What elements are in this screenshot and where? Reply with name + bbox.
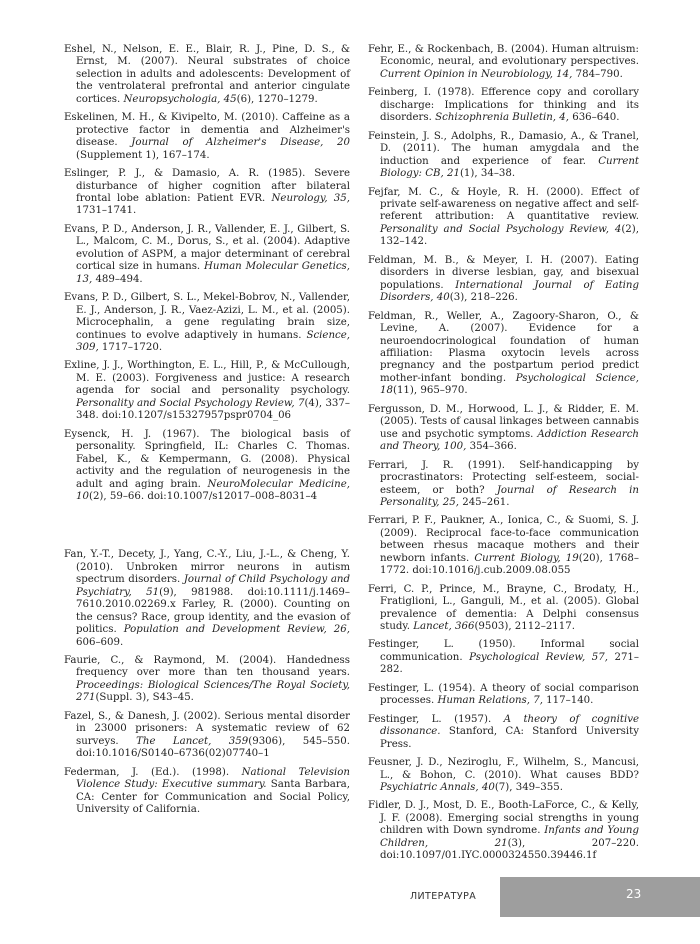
reference-text: Fazel, S., & Danesh, J. (2002). Serious mental disorder in 23000 prisoners: A systematic review of 62 surveys. bbox=[64, 710, 350, 747]
reference-text: Ferrari, J. R. (1991). Self-handicapping by procrastinators: Protecting self-esteem, social- esteem, or both? bbox=[368, 459, 639, 496]
reference-source: Proceedings: Biological Sciences/The Royal Society, 271 bbox=[76, 679, 350, 704]
reference-text: 354–366. bbox=[466, 441, 517, 453]
reference-source: Journal of Research in Personality, 25, bbox=[380, 484, 639, 508]
reference-text: Evans, P. D., Anderson, J. R., Vallender, E. J., Gilbert, S. L., Malcom, C. M., Dorus, S., et al. (2004). Adaptive evolution of ASPM, a major determinant of cerebral cortical size in humans. bbox=[64, 223, 350, 273]
reference-source: NeuroMolecular Medicine, 10 bbox=[76, 478, 350, 502]
reference-source: Population and Development Review, 26, bbox=[123, 624, 350, 636]
page-number: 23 bbox=[626, 887, 642, 901]
reference-text: (3), 218–226. bbox=[449, 292, 518, 304]
reference-source: Psychological Science, 18 bbox=[380, 372, 639, 397]
reference-text: Feinstein, J. S., Adolphs, R., Damasio, A., & Tranel, D. (2011). The human amygdala and the induction and experience of fear. bbox=[368, 130, 639, 167]
reference-text: (11), 965–970. bbox=[392, 385, 468, 397]
reference-entry bbox=[64, 767, 350, 817]
reference-entry bbox=[64, 224, 350, 286]
reference-source: Science, 309, bbox=[76, 329, 350, 353]
reference-source: Journal of Child Psychology and Psychiatry, 51 bbox=[76, 574, 350, 598]
reference-text: Ferrari, P. F., Paukner, A., Ionica, C., & Suomi, S. J. (2009). Reciprocal face-to-face communication between rhesus macaque mothers and their newborn infants. bbox=[368, 515, 639, 564]
references-right-column bbox=[368, 44, 639, 869]
reference-entry bbox=[64, 168, 350, 218]
reference-text: (3), 207–220. doi:10.1097/01.IYC.0000324550.39446.1f bbox=[380, 837, 639, 862]
reference-entry bbox=[368, 639, 639, 676]
reference-source: International Journal of Eating Disorders, 40 bbox=[380, 279, 640, 304]
reference-entry bbox=[64, 44, 350, 106]
reference-text: Stanford, CA: Stanford University Press. bbox=[380, 726, 639, 750]
reference-text: Eslinger, P. J., & Damasio, A. R. (1985). Severe disturbance of higher cognition after bilateral frontal lobe ablation: Patient EVR. bbox=[64, 168, 350, 204]
reference-text: Festinger, L. (1957). bbox=[368, 713, 504, 725]
reference-entry bbox=[368, 44, 639, 81]
reference-source: National Television Violence Study: Executive summary. bbox=[76, 766, 350, 791]
reference-text: 271–282. bbox=[380, 651, 640, 676]
reference-entry bbox=[368, 800, 639, 862]
reference-entry bbox=[368, 714, 639, 751]
reference-text: (2), 132–142. bbox=[380, 223, 639, 248]
reference-text: Federman, J. (Ed.). (1998). bbox=[64, 766, 242, 778]
reference-text: (7), 349–355. bbox=[494, 782, 563, 794]
reference-entry bbox=[64, 655, 350, 705]
reference-entry bbox=[368, 404, 639, 454]
reference-entry bbox=[64, 429, 350, 504]
reference-source: Current Biology, 19 bbox=[474, 552, 579, 564]
reference-source: Journal of Alzheimer's Disease, 20 bbox=[131, 137, 350, 149]
reference-text: Fergusson, D. M., Horwood, L. J., & Ridder, E. M. (2005). Tests of causal linkages between cannabis use and psychotic symptoms. bbox=[368, 403, 639, 440]
reference-text: (1), 34–38. bbox=[459, 168, 516, 180]
reference-source: A theory of cognitive dissonance. bbox=[380, 713, 639, 738]
reference-entry bbox=[64, 360, 350, 422]
reference-text: 117–140. bbox=[542, 695, 594, 707]
reference-text: Feldman, R., Weller, A., Zagoory-Sharon, O., & Levine, A. (2007). Evidence for a neuroendocrinological foundation of human affiliation: Plasma oxytocin levels across pregnancy and the postpartum period predict mother-infant bonding. bbox=[368, 310, 639, 384]
reference-entry bbox=[368, 757, 639, 794]
reference-source: Schizophrenia Bulletin, 4, bbox=[435, 112, 569, 124]
reference-entry bbox=[368, 584, 639, 634]
reference-text: Fejfar, M. C., & Hoyle, R. H. (2000). Effect of private self-awareness on negative affect and self-referent attribution: A quantitative review. bbox=[368, 186, 639, 223]
reference-source: Human Molecular Genetics, 13, bbox=[76, 261, 350, 285]
reference-text: (9306), 545–550. doi:10.1016/S0140–6736(02)07740–1 bbox=[76, 735, 350, 760]
references-left-column bbox=[64, 44, 350, 822]
reference-text: Feinberg, I. (1978). Efference copy and corollary discharge: Implications for thinking and its disorders. bbox=[368, 87, 639, 124]
reference-text: Ferri, C. P., Prince, M., Brayne, C., Brodaty, H., Fratiglioni, L., Ganguli, M., et al. (2005). Global prevalence of dementia: A Delphi consensus study. bbox=[368, 583, 639, 633]
reference-source: Human Relations, 7, bbox=[437, 695, 543, 707]
reference-text: 245–261. bbox=[458, 496, 510, 508]
reference-text: Feusner, J. D., Neziroglu, F., Wilhelm, S., Mancusi, L., & Bohon, C. (2010). What causes BDD? bbox=[368, 757, 639, 781]
reference-source: Infants and Young Children, 21 bbox=[380, 825, 639, 849]
reference-text: Evans, P. D., Gilbert, S. L., Mekel-Bobrov, N., Vallender, E. J., Anderson, J. R., Vaez-Azizi, L. M., et al. (2005). Microcephalin, a gene regulating brain size, continues to evolve adaptively in humans. bbox=[64, 292, 350, 341]
reference-text: 784–790. bbox=[572, 68, 623, 80]
reference-text: Fan, Y.-T., Decety, J., Yang, C.-Y., Liu, J.-L., & Cheng, Y. (2010). Unbroken mirror neurons in autism spectrum disorders. bbox=[64, 549, 350, 586]
column-gap bbox=[64, 509, 350, 549]
reference-text: (9), 981988. doi:10.1111/j.1469–7610.2010.02269.x Farley, R. (2000). Counting on the census? Race, group identity, and the evasion of politics. bbox=[76, 586, 350, 636]
reference-source: Psychiatric Annals, 40 bbox=[380, 782, 495, 794]
reference-source: Current Opinion in Neurobiology, 14, bbox=[380, 68, 573, 80]
reference-entry bbox=[64, 549, 350, 649]
reference-text: (6), 1270–1279. bbox=[236, 93, 318, 105]
reference-entry bbox=[368, 311, 639, 398]
reference-entry bbox=[368, 255, 639, 305]
reference-text: 636–640. bbox=[568, 112, 620, 124]
reference-source: Personality and Social Psychology Review, 4 bbox=[380, 223, 622, 235]
reference-source: Personality and Social Psychology Review, 7 bbox=[76, 397, 305, 409]
reference-source: Neuropsychologia, 45 bbox=[123, 93, 237, 105]
reference-entry bbox=[64, 711, 350, 761]
reference-text: 489–494. bbox=[92, 273, 143, 285]
reference-text: (Supplement 1), 167–174. bbox=[76, 149, 210, 161]
reference-text: Santa Barbara, CA: Center for Communication and Social Policy, University of California. bbox=[76, 779, 350, 816]
reference-text: (20), 1768–1772. doi:10.1016/j.cub.2009.08.055 bbox=[380, 552, 639, 577]
reference-text: (4), 337–348. doi:10.1207/s15327957pspr0704_06 bbox=[76, 397, 350, 422]
footer-bar bbox=[500, 877, 700, 917]
reference-text: Faurie, C., & Raymond, M. (2004). Handedness frequency over more than ten thousand years. bbox=[64, 655, 350, 679]
reference-source: Lancet, 366 bbox=[413, 621, 475, 633]
reference-text: (Suppl. 3), S43–45. bbox=[95, 692, 194, 704]
reference-text: Feldman, M. B., & Meyer, I. H. (2007). Eating disorders in diverse lesbian, gay, and bisexual populations. bbox=[368, 254, 639, 291]
reference-text: Festinger, L. (1954). A theory of social comparison processes. bbox=[368, 682, 639, 707]
reference-entry bbox=[64, 112, 350, 162]
reference-text: (2), 59–66. doi:10.1007/s12017–008–8031–4 bbox=[88, 490, 318, 502]
reference-entry bbox=[368, 87, 639, 124]
reference-entry bbox=[368, 683, 639, 708]
reference-text: Fehr, E., & Rockenbach, B. (2004). Human altruism: Economic, neural, and evolutionary perspectives. bbox=[368, 44, 639, 68]
reference-source: Psychological Review, 57, bbox=[469, 651, 608, 663]
reference-text: 606–609. bbox=[76, 636, 124, 648]
reference-text: Eskelinen, M. H., & Kivipelto, M. (2010). Caffeine as a protective factor in dementia and Alzheimer's disease. bbox=[64, 112, 350, 149]
reference-source: Addiction Research and Theory, 100, bbox=[380, 428, 639, 453]
reference-text: Eshel, N., Nelson, E. E., Blair, R. J., Pine, D. S., & Ernst, M. (2007). Neural substrates of choice selection in adults and adolescents: Development of the ventrolateral prefrontal and anterior cingulate cortices. bbox=[64, 44, 350, 105]
reference-entry bbox=[368, 131, 639, 181]
reference-entry bbox=[368, 187, 639, 249]
running-footer-section: ЛИТЕРАТУРА bbox=[410, 891, 477, 902]
reference-entry bbox=[368, 460, 639, 510]
reference-text: Fidler, D. J., Most, D. E., Booth-LaForce, C., & Kelly, J. F. (2008). Emerging social strengths in young children with Down syndrome. bbox=[368, 800, 639, 837]
reference-source: Current Biology: CB, 21 bbox=[380, 155, 639, 180]
reference-text: Exline, J. J., Worthington, E. L., Hill, P., & McCullough, M. E. (2003). Forgiveness and justice: A research agenda for social and personality psychology. bbox=[64, 360, 350, 397]
reference-text: Eysenck, H. J. (1967). The biological basis of personality. Springfield, IL: Charles C. Thomas. Fabel, K., & Kempermann, G. (2008). Physical activity and the regulation of neurogenesis in the adult and aging brain. bbox=[64, 428, 350, 490]
reference-source: The Lancet, 359 bbox=[136, 735, 249, 747]
reference-entry bbox=[368, 515, 639, 577]
reference-text: 1731–1741. bbox=[76, 205, 137, 217]
reference-text: (9503), 2112–2117. bbox=[474, 621, 575, 633]
reference-source: Neurology, 35, bbox=[271, 192, 350, 204]
reference-text: Festinger, L. (1950). Informal social communication. bbox=[368, 639, 639, 663]
reference-entry bbox=[64, 292, 350, 354]
reference-text: 1717–1720. bbox=[98, 341, 163, 353]
